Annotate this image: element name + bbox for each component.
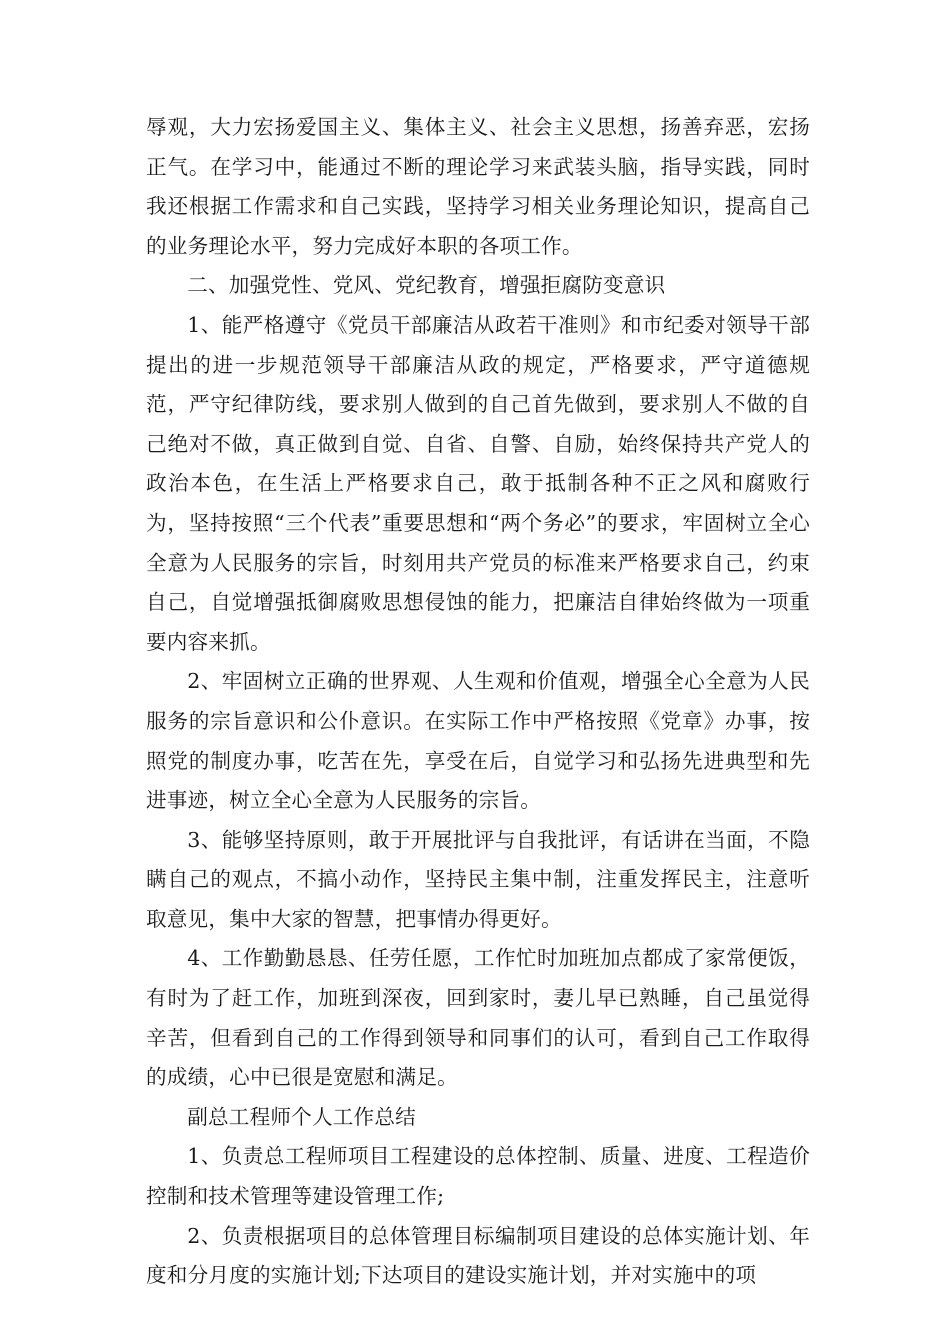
paragraph-item-3: 3、能够坚持原则，敢于开展批评与自我批评，有话讲在当面，不隐瞒自己的观点，不搞小动作，坚持民主集中制，注重发挥民主，注意听取意见，集中大家的智慧，把事情办得更好。: [146, 827, 810, 931]
paragraph-item-1: 1、能严格遵守《党员干部廉洁从政若干准则》和市纪委对领导干部提出的进一步规范领导干部廉洁从政的规定，严格要求，严守道德规范，严守纪律防线，要求别人做到的自己首先做到，要求别人不做的自己绝对不做，真正做到自觉、自省、自警、自励，始终保持共产党人的政治本色，在生活上严格要求自己，敢于抵制各种不正之风和腐败行为，坚持按照“三个代表”重要思想和“两个务必”的要求，牢固树立全心全意为人民服务的宗旨，时刻用共产党员的标准来严格要求自己，约束自己，自觉增强抵御腐败思想侵蚀的能力，把廉洁自律始终做为一项重要内容来抓。: [146, 312, 810, 654]
section-heading-two: 二、加强党性、党风、党纪教育，增强拒腐防变意识: [187, 273, 666, 298]
paragraph-intro-continued: 辱观，大力宏扬爱国主义、集体主义、社会主义思想，扬善弃恶，宏扬正气。在学习中，能通过不断的理论学习来武装头脑，指导实践，同时我还根据工作需求和自己实践，坚持学习相关业务理论知识，提高自己的业务理论水平，努力完成好本职的各项工作。: [146, 115, 810, 258]
document-subtitle: 副总工程师个人工作总结: [187, 1104, 416, 1129]
paragraph-item-4: 4、工作勤勤恳恳、任劳任愿，工作忙时加班加点都成了家常便饭，有时为了赶工作，加班到深夜，回到家时，妻儿早已熟睡，自己虽觉得辛苦，但看到自己的工作得到领导和同事们的认可，看到自己工作取得的成绩，心中已很是宽慰和满足。: [146, 946, 810, 1090]
paragraph-duty-1: 1、负责总工程师项目工程建设的总体控制、质量、进度、工程造价控制和技术管理等建设管理工作;: [146, 1144, 810, 1209]
paragraph-duty-2: 2、负责根据项目的总体管理目标编制项目建设的总体实施计划、年度和分月度的实施计划;下达项目的建设实施计划，并对实施中的项: [146, 1223, 810, 1288]
document-page: [146, 108, 810, 1296]
paragraph-item-2: 2、牢固树立正确的世界观、人生观和价值观，增强全心全意为人民服务的宗旨意识和公仆意识。在实际工作中严格按照《党章》办事，按照党的制度办事，吃苦在先，享受在后，自觉学习和弘扬先进典型和先进事迹，树立全心全意为人民服务的宗旨。: [146, 669, 810, 813]
